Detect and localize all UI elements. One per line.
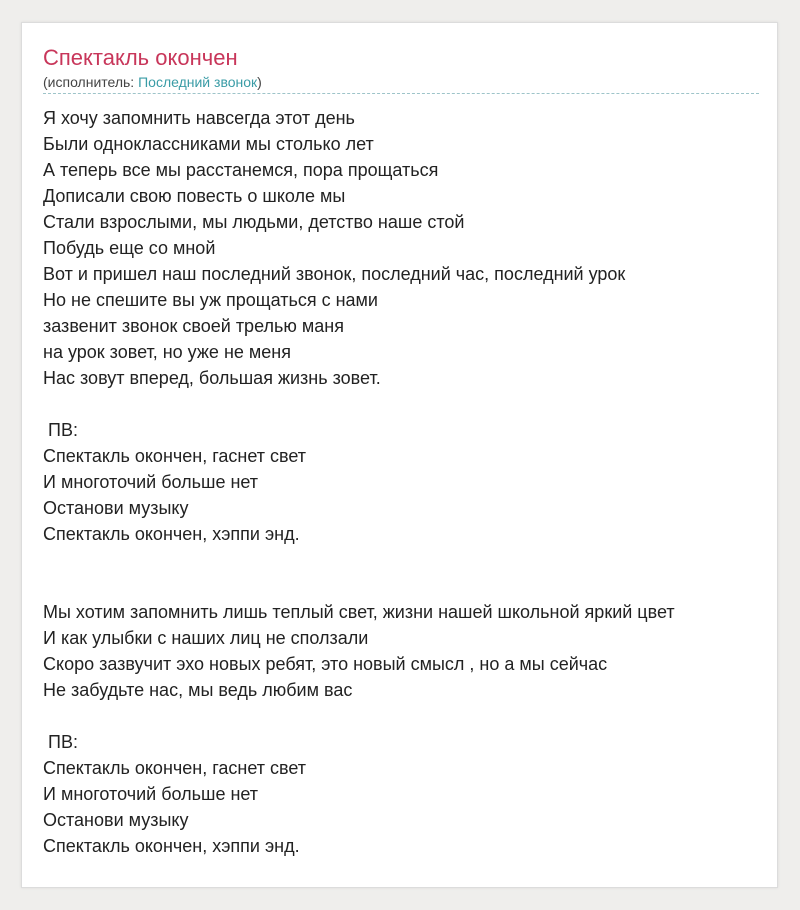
lyric-line: И как улыбки с наших лиц не сползали (43, 628, 369, 648)
lyric-line (43, 547, 759, 573)
lyric-line: И многоточий больше нет (43, 784, 259, 804)
lyric-line: Спектакль окончен, хэппи энд. (43, 524, 300, 544)
lyric-line (43, 703, 759, 729)
lyric-line: Побудь еще со мной (43, 238, 216, 258)
lyric-line: А теперь все мы расстанемся, пора прощаться (43, 160, 439, 180)
lyric-line: Я хочу запомнить навсегда этот день (43, 108, 355, 128)
lyrics-card (21, 22, 778, 888)
lyric-line: ПВ: (43, 732, 78, 752)
lyric-line: Спектакль окончен, гаснет свет (43, 446, 307, 466)
lyric-line: Скоро зазвучит эхо новых ребят, это новый смысл , но а мы сейчас (43, 654, 608, 674)
lyric-line: Но не спешите вы уж прощаться с нами (43, 290, 378, 310)
lyric-line: Стали взрослыми, мы людьми, детство наше стой (43, 212, 465, 232)
lyrics-body (43, 105, 759, 859)
lyric-line: Не забудьте нас, мы ведь любим вас (43, 680, 353, 700)
lyric-line: И многоточий больше нет (43, 472, 259, 492)
lyric-line: Спектакль окончен, гаснет свет (43, 758, 307, 778)
lyric-line: Останови музыку (43, 810, 189, 830)
lyric-line: Были одноклассниками мы столько лет (43, 134, 374, 154)
lyric-line (43, 573, 759, 599)
lyric-line: Нас зовут вперед, большая жизнь зовет. (43, 368, 381, 388)
artist-link[interactable]: Последний звонок (138, 74, 258, 90)
lyric-line: Мы хотим запомнить лишь теплый свет, жизни нашей школьной яркий цвет (43, 602, 675, 622)
lyric-line: Спектакль окончен, хэппи энд. (43, 836, 300, 856)
artist-suffix: ) (257, 74, 262, 90)
song-title: Спектакль окончен (43, 45, 238, 70)
lyric-line: Дописали свою повесть о школе мы (43, 186, 346, 206)
lyric-line (43, 391, 759, 417)
artist-line (43, 73, 262, 91)
lyric-line: Вот и пришел наш последний звонок, последний час, последний урок (43, 264, 626, 284)
lyric-line: ПВ: (43, 420, 78, 440)
artist-prefix: (исполнитель: (43, 74, 139, 90)
lyric-line: зазвенит звонок своей трелью маня (43, 316, 344, 336)
lyric-line: на урок зовет, но уже не меня (43, 342, 291, 362)
lyric-line: Останови музыку (43, 498, 189, 518)
title-divider (43, 93, 759, 94)
